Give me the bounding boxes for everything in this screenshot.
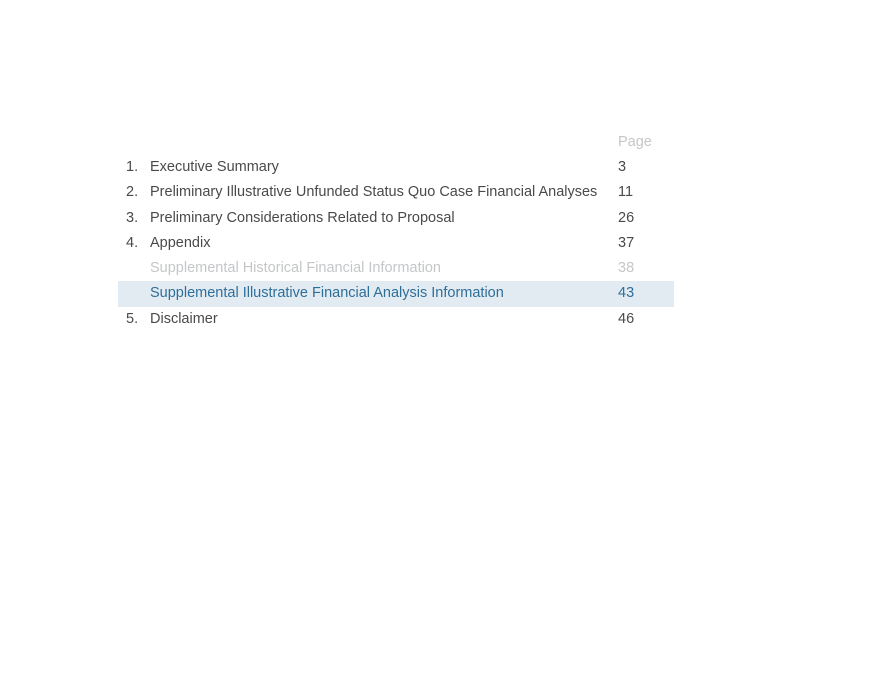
toc-item-disclaimer[interactable] <box>118 307 674 332</box>
toc-item-title: Appendix <box>150 234 211 251</box>
toc-item-page: 37 <box>618 234 635 251</box>
toc-item-title: Preliminary Illustrative Unfunded Status Quo Case Financial Analyses <box>150 184 598 201</box>
toc-item-title: Executive Summary <box>150 159 279 175</box>
toc-item-page: 38 <box>618 260 635 277</box>
toc-item-page: 26 <box>618 209 635 226</box>
toc-item-proposal-considerations[interactable] <box>118 206 674 231</box>
toc-item-number: 3. <box>126 209 139 226</box>
toc-item-title: Disclaimer <box>150 310 218 327</box>
toc-subitem-historical-financial-info[interactable] <box>118 256 674 281</box>
table-of-contents <box>118 130 674 332</box>
toc-item-title: Supplemental Illustrative Financial Analysis Information <box>150 285 504 302</box>
toc-item-status-quo-analyses[interactable] <box>118 180 674 205</box>
toc-header <box>118 130 674 155</box>
toc-item-page: 3 <box>618 159 627 175</box>
page-column-label: Page <box>618 134 652 150</box>
toc-item-page: 46 <box>618 310 635 327</box>
toc-item-executive-summary[interactable] <box>118 155 674 180</box>
toc-item-appendix[interactable] <box>118 231 674 256</box>
toc-subitem-illustrative-analysis-info[interactable] <box>118 281 674 306</box>
toc-item-page: 43 <box>618 285 635 302</box>
toc-item-number: 5. <box>126 310 139 327</box>
toc-item-number: 2. <box>126 184 139 201</box>
toc-item-title: Supplemental Historical Financial Information <box>150 260 441 277</box>
toc-item-number: 4. <box>126 234 139 251</box>
toc-item-title: Preliminary Considerations Related to Proposal <box>150 209 455 226</box>
toc-item-page: 11 <box>618 184 634 201</box>
toc-item-number: 1. <box>126 159 139 175</box>
